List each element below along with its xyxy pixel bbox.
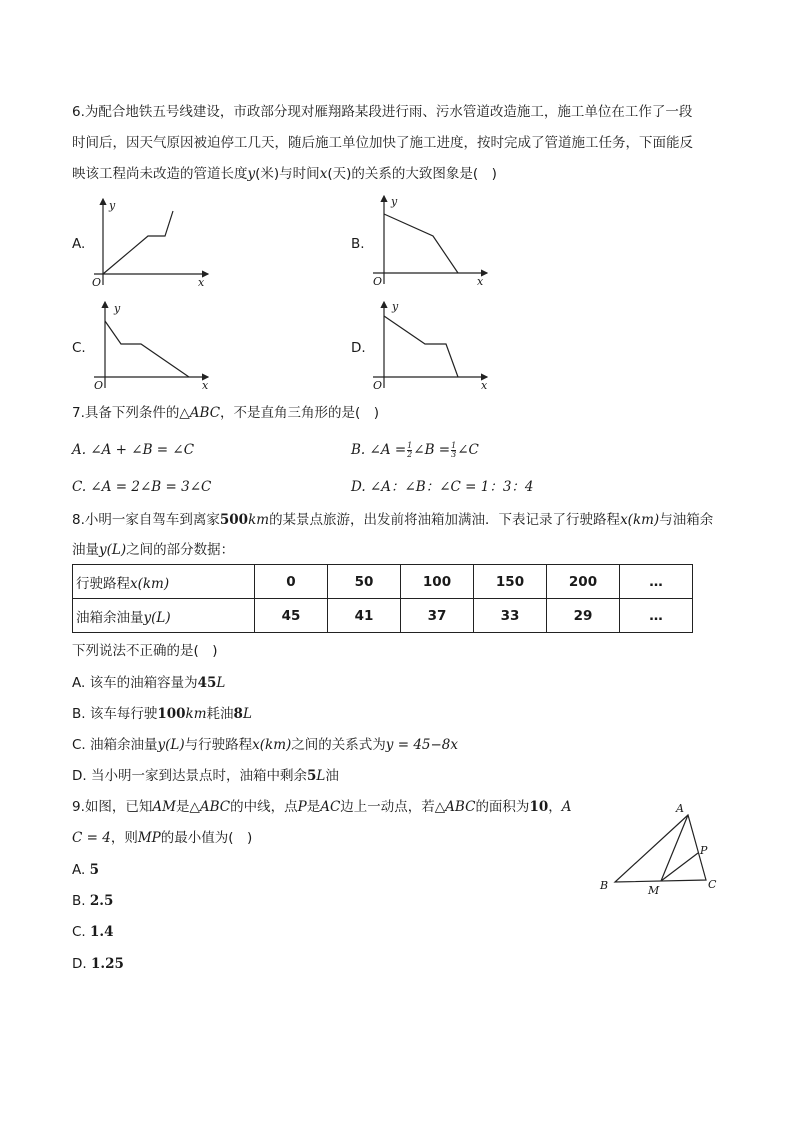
q6-graph-c [90,298,215,393]
q9-option-d: D. 1.25 [72,956,124,972]
vertex-b-label: B [600,879,609,892]
q7-triangle: △ABC [179,405,221,421]
point-p-label: P [700,844,708,857]
q6-stem-line2: 时间后，因天气原因被迫停工几天，随后施工单位加快了施工进度，按时完成了管道施工任务，下面能反 [72,135,693,151]
x-axis-label: x [477,275,484,288]
q7-option-b [351,441,479,459]
q6-graph-d [369,298,494,393]
q7-b-frac1: $\frac{1}{2}$ [407,441,413,459]
x-axis-label: x [202,379,209,392]
q7-b-mid: ∠B = [413,442,451,458]
table-cell: 37 [401,599,474,633]
row-header-distance: 行驶路程x(km) [73,565,255,599]
q6-var-y: y [247,166,256,182]
q7-option-a: A. ∠A + ∠B = ∠C [72,442,195,458]
y-axis-label: y [109,199,116,212]
graph-line [384,214,458,273]
q6-unit-y: (米)与时间 [255,166,320,182]
q8-stem-line1 [72,511,713,529]
q8-var-y: y(L) [99,542,127,558]
table-row [73,565,693,599]
table-cell: 200 [547,565,620,599]
point-m-label: M [648,884,660,897]
q8-unit-km: km [248,512,270,528]
q8-var-x: x(km) [620,512,660,528]
triangle-abc [615,815,706,882]
q6-stem-line3 [72,165,497,183]
table-cell: … [620,565,693,599]
q7-stem [72,404,379,422]
q7-option-d: D. ∠A：∠B：∠C = 1：3：4 [351,479,534,495]
origin-label: O [92,276,102,289]
vertex-c-label: C [708,878,717,891]
q8-question: 下列说法不正确的是( ) [72,643,218,659]
q7-stem-a: 7.具备下列条件的 [72,405,180,421]
q8-option-d: D. 当小明一家到达景点时，油箱中剩余5L油 [72,768,339,784]
q7-b-prefix: B. ∠A = [351,442,407,458]
q6-var-x: x [319,166,328,182]
q9-stem-line2: C = 4，则MP的最小值为( ) [72,830,253,846]
q8-distance: 500 [219,512,249,528]
q8-option-b: B. 该车每行驶100km耗油8L [72,706,252,722]
x-axis-label: x [481,379,488,392]
q9-triangle-figure [598,798,728,898]
table-row [73,599,693,633]
q7-b-frac2: $\frac{1}{3}$ [451,441,457,459]
y-axis-label: y [391,195,398,208]
graph-line [103,211,173,274]
q8-stem-b: 的某景点旅游，出发前将油箱加满油．下表记录了行驶路程 [269,512,621,528]
table-cell: 100 [401,565,474,599]
y-axis-label: y [114,302,121,315]
q8-option-a: A. 该车的油箱容量为45L [72,675,226,691]
q8-data-table [72,564,693,633]
q8-stem-a: 8.小明一家自驾车到离家 [72,512,220,528]
q8-stem-line2-a: 油量 [72,542,99,558]
q8-option-c: C. 油箱余油量y(L)与行驶路程x(km)之间的关系式为y = 45−8x [72,737,459,753]
origin-label: O [94,379,104,392]
y-axis-label: y [392,300,399,313]
q6-option-d-label: D. [351,340,366,356]
table-cell: 150 [474,565,547,599]
q6-option-c-label: C. [72,340,86,356]
q9-stem-line1: 9.如图，已知AM是△ABC的中线，点P是AC边上一动点，若△ABC的面积为10，A [72,799,572,815]
q6-graph-a [90,195,215,290]
graph-line [384,316,458,377]
q6-option-b-label: B. [351,236,365,252]
q9-option-a: A. 5 [72,862,99,878]
q8-stem-line2-b: 之间的部分数据： [126,542,235,558]
row-header-fuel: 油箱余油量y(L) [73,599,255,633]
table-cell: … [620,599,693,633]
table-cell: 29 [547,599,620,633]
origin-label: O [373,379,383,392]
q7-option-c: C. ∠A = 2∠B = 3∠C [72,479,212,495]
table-cell: 45 [255,599,328,633]
graph-line [105,321,189,377]
vertex-a-label: A [676,802,684,815]
origin-label: O [373,275,383,288]
q8-stem-c: 与油箱余 [659,512,714,528]
table-cell: 41 [328,599,401,633]
q9-option-c: C. 1.4 [72,924,114,940]
table-cell: 33 [474,599,547,633]
q6-stem-line1: 6.为配合地铁五号线建设，市政部分现对雁翔路某段进行雨、污水管道改造施工，施工单位在工作了一段 [72,104,693,120]
q6-graph-b [369,192,494,290]
q6-option-a-label: A. [72,236,86,252]
q6-stem-text: 映该工程尚未改造的管道长度 [72,166,248,182]
table-cell: 0 [255,565,328,599]
q8-stem-line2 [72,541,234,559]
q9-option-b: B. 2.5 [72,893,114,909]
q6-tail: (天)的关系的大致图象是( ) [327,166,497,182]
q7-stem-b: ，不是直角三角形的是( ) [220,405,380,421]
x-axis-label: x [198,276,205,289]
q7-b-tail: ∠C [457,442,479,458]
table-cell: 50 [328,565,401,599]
